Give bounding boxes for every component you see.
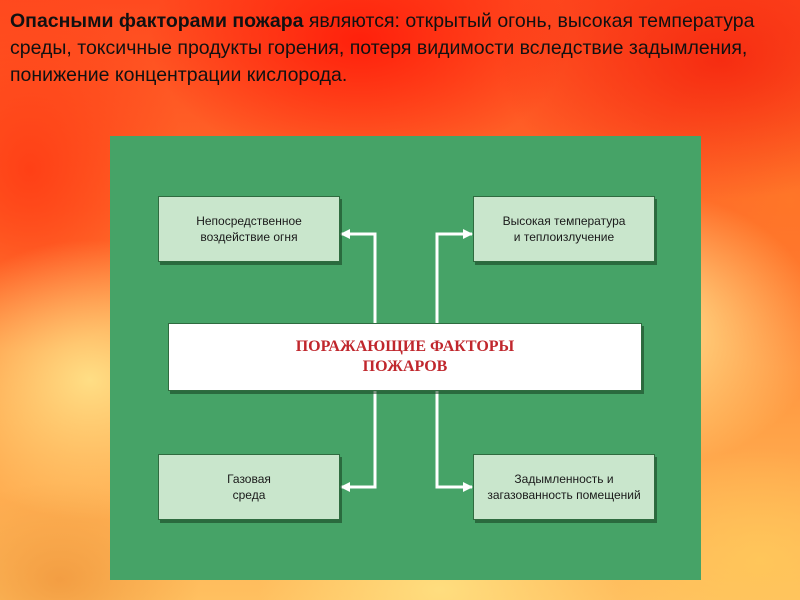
factor-box-high-temperature bbox=[473, 196, 655, 262]
diagram-panel bbox=[110, 136, 701, 580]
factor-label-smoke: Задымленность и загазованность помещений bbox=[487, 472, 641, 502]
factor-label-direct-fire: Непосредственное воздействие огня bbox=[196, 214, 302, 244]
factor-box-gas-environment bbox=[158, 454, 340, 520]
factor-box-direct-fire bbox=[158, 196, 340, 262]
intro-rest: являются: открытый огонь, высокая температура среды, токсичные продукты горения, потеря видимости вследствие задымления, понижение концентрации кислорода. bbox=[10, 10, 755, 86]
central-factor-box bbox=[168, 323, 642, 391]
connector-top-right bbox=[437, 234, 472, 323]
intro-paragraph bbox=[10, 8, 790, 89]
connector-bottom-left bbox=[341, 391, 375, 487]
connector-top-left bbox=[341, 234, 375, 323]
factor-box-smoke bbox=[473, 454, 655, 520]
factor-label-gas-environment: Газовая среда bbox=[227, 472, 271, 502]
factor-label-high-temperature: Высокая температура и теплоизлучение bbox=[502, 214, 626, 244]
central-factor-label: ПОРАЖАЮЩИЕ ФАКТОРЫ ПОЖАРОВ bbox=[295, 338, 515, 375]
connector-bottom-right bbox=[437, 391, 472, 487]
intro-bold-lead: Опасными факторами пожара bbox=[10, 10, 304, 32]
